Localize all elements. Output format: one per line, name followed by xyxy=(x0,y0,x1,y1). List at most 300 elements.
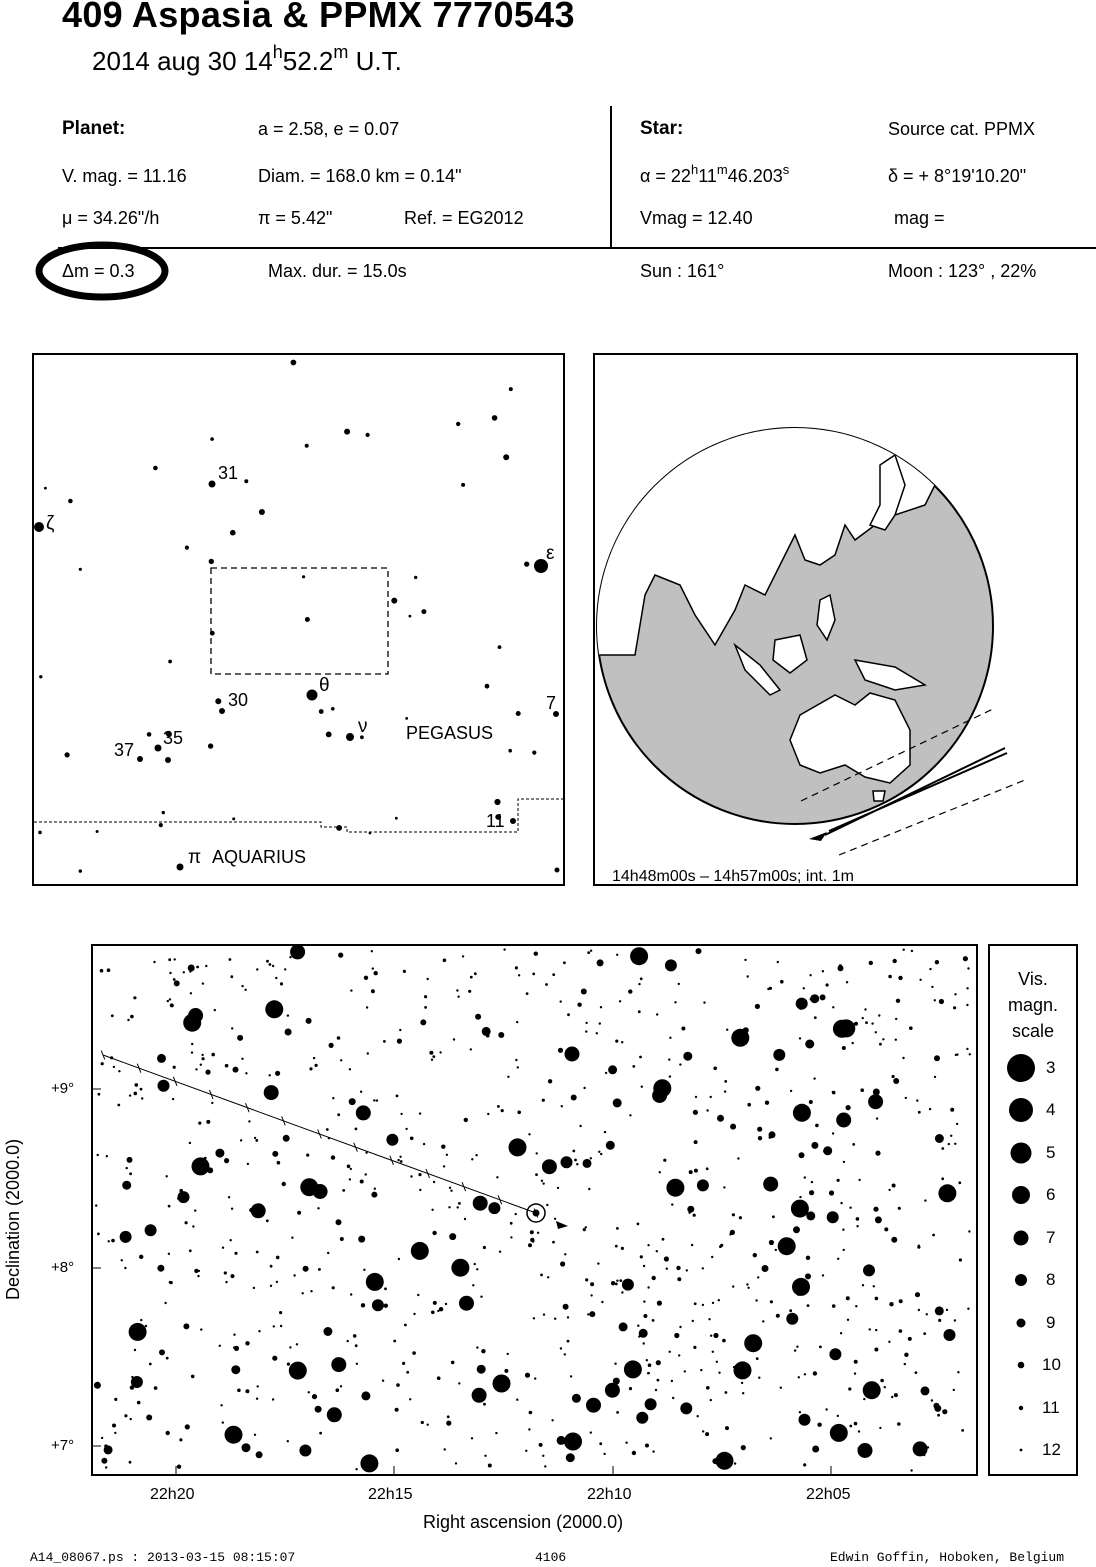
chart-star xyxy=(805,1040,814,1049)
chart-star xyxy=(789,1309,792,1312)
chart-star xyxy=(290,946,305,959)
chart-star xyxy=(474,1263,476,1265)
chart-star xyxy=(169,972,171,974)
finder-field-box xyxy=(211,568,388,674)
chart-star xyxy=(630,947,648,965)
chart-star xyxy=(157,1054,166,1063)
chart-star xyxy=(858,1179,860,1181)
chart-star xyxy=(935,1306,944,1315)
chart-star xyxy=(371,1192,377,1198)
star-source-catalog: Source cat. PPMX xyxy=(888,119,1036,139)
chart-star xyxy=(419,1189,421,1191)
chart-star xyxy=(706,1167,709,1170)
chart-star xyxy=(723,1186,725,1188)
chart-star xyxy=(166,1357,169,1360)
chart-star xyxy=(173,1066,176,1069)
chart-star xyxy=(585,1278,588,1281)
chart-star xyxy=(101,1062,104,1065)
chart-star xyxy=(713,1333,718,1338)
chart-star xyxy=(554,1318,556,1320)
chart-star xyxy=(697,1415,699,1417)
chart-star xyxy=(107,968,111,972)
chart-star xyxy=(395,1408,399,1412)
chart-star xyxy=(854,1422,858,1426)
chart-star xyxy=(772,1215,775,1218)
chart-star xyxy=(645,1398,657,1410)
chart-star xyxy=(757,1127,762,1132)
chart-star xyxy=(535,1173,538,1176)
chart-star xyxy=(547,1276,549,1278)
chart-star xyxy=(629,1114,631,1116)
chart-star xyxy=(355,1468,357,1470)
finder-star xyxy=(336,825,342,831)
chart-star xyxy=(706,1109,708,1111)
chart-star xyxy=(459,1296,474,1311)
chart-star xyxy=(462,955,464,957)
chart-star xyxy=(202,1057,205,1060)
chart-star xyxy=(891,1396,893,1398)
chart-star xyxy=(837,1258,839,1260)
chart-star xyxy=(183,1014,201,1032)
chart-star xyxy=(601,1301,603,1303)
chart-star xyxy=(712,1351,714,1353)
chart-star xyxy=(457,1206,459,1208)
chart-star xyxy=(367,1052,369,1054)
chart-star xyxy=(456,989,458,991)
chart-star xyxy=(561,1156,573,1168)
finder-star xyxy=(65,752,70,757)
chart-star xyxy=(471,1158,473,1160)
chart-star xyxy=(177,1197,179,1199)
chart-star xyxy=(372,967,374,969)
chart-star xyxy=(636,1412,648,1424)
finder-star xyxy=(414,576,417,579)
chart-star xyxy=(355,1344,358,1347)
chart-star xyxy=(873,1285,875,1287)
chart-star xyxy=(272,1398,274,1400)
chart-star xyxy=(108,1240,110,1242)
label-theta: θ xyxy=(319,675,330,696)
chart-star xyxy=(477,1365,486,1374)
chart-star xyxy=(443,1165,445,1167)
chart-star xyxy=(696,948,702,954)
chart-star xyxy=(214,1009,216,1011)
chart-star xyxy=(313,1057,315,1059)
finder-star xyxy=(219,708,225,714)
chart-star xyxy=(545,983,548,986)
chart-star xyxy=(557,1436,566,1445)
chart-star xyxy=(201,1054,203,1056)
chart-star xyxy=(694,1140,698,1144)
chart-star xyxy=(97,1154,99,1156)
chart-star xyxy=(770,1437,772,1439)
chart-star xyxy=(646,1359,648,1361)
chart-star xyxy=(700,1369,702,1371)
chart-star xyxy=(409,1398,411,1400)
chart-star xyxy=(249,1208,253,1212)
chart-star xyxy=(541,1180,543,1182)
chart-star xyxy=(913,1441,928,1456)
chart-star xyxy=(892,1075,895,1078)
chart-star xyxy=(726,1029,728,1031)
legend-label-12: 12 xyxy=(1042,1440,1061,1459)
chart-star xyxy=(810,998,812,1000)
chart-star xyxy=(871,1022,873,1024)
chart-star xyxy=(129,1172,132,1175)
chart-star xyxy=(572,1150,575,1153)
chart-star xyxy=(856,1217,860,1221)
chart-star xyxy=(589,1311,595,1317)
chart-star xyxy=(269,963,272,966)
chart-star xyxy=(605,1072,607,1074)
chart-star xyxy=(231,1027,233,1029)
chart-star xyxy=(495,1432,497,1434)
chart-star xyxy=(643,1300,645,1302)
chart-star xyxy=(941,1147,944,1150)
chart-star xyxy=(475,1014,481,1020)
chart-star xyxy=(653,1079,671,1097)
finder-star xyxy=(39,675,42,678)
chart-star xyxy=(509,1138,527,1156)
chart-star xyxy=(849,1207,851,1209)
chart-star xyxy=(130,1015,134,1019)
chart-star xyxy=(412,1351,416,1355)
chart-star xyxy=(763,1177,778,1192)
chart-star xyxy=(681,1027,685,1031)
chart-star xyxy=(628,989,632,993)
chart-star xyxy=(366,1273,384,1291)
chart-star xyxy=(657,1379,660,1382)
chart-star xyxy=(200,1064,202,1066)
chart-star xyxy=(762,1265,769,1272)
chart-star xyxy=(956,1123,958,1125)
chart-star xyxy=(899,1299,903,1303)
chart-star xyxy=(245,1341,249,1345)
chart-star xyxy=(515,1059,517,1061)
chart-star xyxy=(120,1231,132,1243)
chart-star xyxy=(619,1279,622,1282)
chart-star xyxy=(755,1004,760,1009)
label-pegasus: PEGASUS xyxy=(406,723,494,743)
chart-star xyxy=(734,1361,752,1379)
finder-star xyxy=(208,743,213,748)
chart-star xyxy=(312,1394,317,1399)
chart-star xyxy=(266,960,269,963)
finder-star xyxy=(461,483,465,487)
chart-star xyxy=(624,1360,642,1378)
star-heading: Star: xyxy=(640,118,684,139)
chart-star xyxy=(863,1398,865,1400)
finder-star xyxy=(307,690,318,701)
chart-star xyxy=(225,1064,229,1068)
chart-star xyxy=(277,1161,281,1165)
xtick-22h10: 22h10 xyxy=(587,1486,632,1503)
chart-star xyxy=(228,1196,230,1198)
chart-star xyxy=(915,1292,920,1297)
legend-title-line-3: scale xyxy=(1011,1021,1055,1041)
chart-star xyxy=(843,1249,845,1251)
min-sup: m xyxy=(333,42,349,62)
chart-star xyxy=(331,1155,335,1159)
chart-star xyxy=(241,985,243,987)
chart-star xyxy=(393,1340,396,1343)
chart-star xyxy=(939,999,944,1004)
chart-star xyxy=(447,1415,450,1418)
chart-star xyxy=(230,975,233,978)
chart-star xyxy=(129,1461,132,1464)
chart-star xyxy=(563,961,566,964)
chart-star xyxy=(319,1432,322,1435)
star-vmag: Vmag = 12.40 xyxy=(640,208,753,228)
chart-star xyxy=(501,1109,504,1112)
ra-s-sup: s xyxy=(782,162,790,177)
chart-star xyxy=(287,1014,289,1016)
chart-star xyxy=(954,993,956,995)
chart-star xyxy=(732,1285,734,1287)
chart-star xyxy=(504,1369,508,1373)
globe-time-caption: 14h48m00s – 14h57m00s; int. 1m xyxy=(612,868,854,884)
chart-star xyxy=(932,1234,935,1237)
chart-star xyxy=(206,1120,210,1124)
chart-star xyxy=(398,1258,400,1260)
chart-star xyxy=(915,1371,918,1374)
chart-star xyxy=(365,1173,367,1175)
chart-star xyxy=(464,1118,468,1122)
chart-star xyxy=(270,1285,272,1287)
planet-heading: Planet: xyxy=(62,118,126,139)
finder-star xyxy=(38,831,42,835)
chart-star xyxy=(863,1264,875,1276)
chart-star xyxy=(747,1287,749,1289)
chart-star xyxy=(402,1362,405,1365)
chart-star xyxy=(448,1206,450,1208)
chart-star xyxy=(327,1407,342,1422)
chart-star xyxy=(564,1353,566,1355)
chart-star xyxy=(946,1309,948,1311)
chart-star xyxy=(621,1247,624,1250)
chart-star xyxy=(315,1064,318,1067)
chart-star xyxy=(111,1014,114,1017)
chart-star xyxy=(812,1446,819,1453)
chart-star xyxy=(231,1208,233,1210)
chart-star xyxy=(585,1226,587,1228)
chart-star xyxy=(198,1122,201,1125)
chart-star xyxy=(583,1087,585,1089)
chart-star xyxy=(484,1455,486,1457)
chart-star xyxy=(124,1414,127,1417)
chart-star xyxy=(157,1265,164,1272)
legend-label-11: 11 xyxy=(1042,1398,1060,1417)
legend-dot-9 xyxy=(1017,1319,1026,1328)
chart-star xyxy=(451,1361,455,1365)
chart-star xyxy=(449,1233,456,1240)
chart-star xyxy=(953,1006,956,1009)
chart-star xyxy=(638,1335,640,1337)
chart-star xyxy=(283,1135,290,1142)
chart-star xyxy=(576,1163,578,1165)
chart-star xyxy=(893,959,897,963)
ra-sec: 46.203 xyxy=(727,166,783,186)
chart-star xyxy=(940,1195,942,1197)
chart-star xyxy=(363,1269,365,1271)
chart-star xyxy=(130,1418,132,1420)
chart-star xyxy=(637,1325,639,1327)
chart-star xyxy=(869,1328,871,1330)
chart-star xyxy=(619,1322,628,1331)
label-11: 11 xyxy=(486,811,505,831)
chart-star xyxy=(483,1403,486,1406)
chart-star xyxy=(804,1373,806,1375)
chart-star xyxy=(829,1348,841,1360)
chart-star xyxy=(403,970,406,973)
chart-star xyxy=(371,950,373,952)
chart-star xyxy=(869,961,873,965)
chart-star xyxy=(597,959,604,966)
chart-star xyxy=(916,1099,918,1101)
chart-star xyxy=(427,978,429,980)
chart-star xyxy=(860,1088,864,1092)
chart-star xyxy=(244,989,246,991)
chart-star xyxy=(638,1010,641,1013)
chart-star xyxy=(671,1203,673,1205)
chart-star xyxy=(275,977,277,979)
chart-star xyxy=(112,1424,116,1428)
chart-star xyxy=(338,953,343,958)
chart-star xyxy=(874,1348,878,1352)
chart-star xyxy=(145,1325,147,1327)
chart-star xyxy=(458,1382,460,1384)
chart-star xyxy=(247,1163,249,1165)
chart-star xyxy=(372,1299,384,1311)
sun-elongation: Sun : 161° xyxy=(640,261,725,281)
legend-label-3: 3 xyxy=(1046,1058,1056,1077)
chart-star xyxy=(356,1363,358,1365)
chart-star xyxy=(954,1143,956,1145)
chart-star xyxy=(619,1000,621,1002)
chart-star xyxy=(255,1139,258,1142)
chart-star xyxy=(510,1236,512,1238)
chart-star xyxy=(741,1445,746,1450)
chart-star xyxy=(676,1266,680,1270)
ra-h-sup: h xyxy=(690,162,699,177)
chart-star xyxy=(360,1180,364,1184)
finder-star xyxy=(391,598,397,604)
chart-star xyxy=(703,1001,705,1003)
finder-star xyxy=(165,757,171,763)
target-star xyxy=(533,1210,540,1217)
event-datetime xyxy=(92,42,402,77)
chart-star xyxy=(931,986,933,988)
planet-vmag: V. mag. = 11.16 xyxy=(62,166,187,186)
chart-star xyxy=(590,1282,594,1286)
finder-star xyxy=(147,732,152,737)
chart-star xyxy=(712,1302,714,1304)
chart-star xyxy=(950,1135,952,1137)
chart-star xyxy=(106,1155,108,1157)
chart-star xyxy=(256,1398,258,1400)
ra-prefix: α = 22 xyxy=(640,166,691,186)
chart-star xyxy=(567,1316,569,1318)
chart-star xyxy=(272,965,274,967)
planet-motion: μ = 34.26"/h xyxy=(62,208,160,228)
finder-star xyxy=(344,429,350,435)
chart-star xyxy=(332,1286,335,1289)
chart-star xyxy=(875,1031,877,1033)
chart-star xyxy=(552,1241,555,1244)
chart-star xyxy=(836,1113,851,1128)
finder-star xyxy=(494,799,500,805)
chart-star xyxy=(141,1097,143,1099)
chart-star xyxy=(488,1464,492,1468)
chart-star xyxy=(656,1360,661,1365)
chart-star xyxy=(953,1389,955,1391)
chart-star xyxy=(780,1387,782,1389)
chart-star xyxy=(111,1239,115,1243)
constellation-boundary xyxy=(34,799,563,832)
chart-star xyxy=(329,1043,334,1048)
finder-star xyxy=(232,817,235,820)
legend-label-5: 5 xyxy=(1046,1143,1056,1162)
chart-star xyxy=(178,1191,190,1203)
shadow-direction-arrow xyxy=(809,832,827,841)
chart-star xyxy=(230,1239,232,1241)
chart-star xyxy=(929,968,931,970)
chart-star xyxy=(590,950,592,952)
chart-star xyxy=(756,1357,759,1360)
label-35: 35 xyxy=(163,728,184,748)
chart-star xyxy=(803,1463,806,1466)
chart-star xyxy=(129,1323,147,1341)
chart-star xyxy=(471,1437,473,1439)
finder-star xyxy=(326,732,332,738)
chart-star xyxy=(361,1391,370,1400)
chart-star xyxy=(383,1040,386,1043)
chart-star xyxy=(694,1169,698,1173)
chart-star xyxy=(878,1014,880,1016)
chart-star xyxy=(884,1227,888,1231)
finder-star xyxy=(244,479,248,483)
chart-star xyxy=(590,1157,592,1159)
chart-star xyxy=(215,1149,224,1158)
chart-star xyxy=(565,1047,580,1062)
chart-star xyxy=(139,1255,143,1259)
chart-star xyxy=(287,1363,290,1366)
chart-star xyxy=(822,970,824,972)
chart-star xyxy=(533,1317,535,1319)
chart-star xyxy=(648,1372,650,1374)
chart-star xyxy=(289,1346,291,1348)
chart-star xyxy=(418,1173,421,1176)
chart-star xyxy=(446,1154,448,1156)
chart-star xyxy=(588,1188,590,1190)
chart-star xyxy=(410,1137,414,1141)
chart-star xyxy=(659,1171,661,1173)
chart-star xyxy=(516,1021,518,1023)
chart-star xyxy=(122,1181,131,1190)
chart-star xyxy=(680,1402,692,1414)
magnitude-drop: Δm = 0.3 xyxy=(62,261,135,281)
chart-star xyxy=(170,1003,174,1007)
legend-dot-4 xyxy=(1009,1098,1033,1122)
chart-star xyxy=(366,1006,368,1008)
finder-star xyxy=(68,499,73,504)
chart-star xyxy=(222,1421,224,1423)
chart-star xyxy=(791,1200,809,1218)
chart-star xyxy=(758,1377,760,1379)
chart-star xyxy=(349,1178,351,1180)
chart-star xyxy=(862,1017,864,1019)
chart-star xyxy=(551,1419,553,1421)
